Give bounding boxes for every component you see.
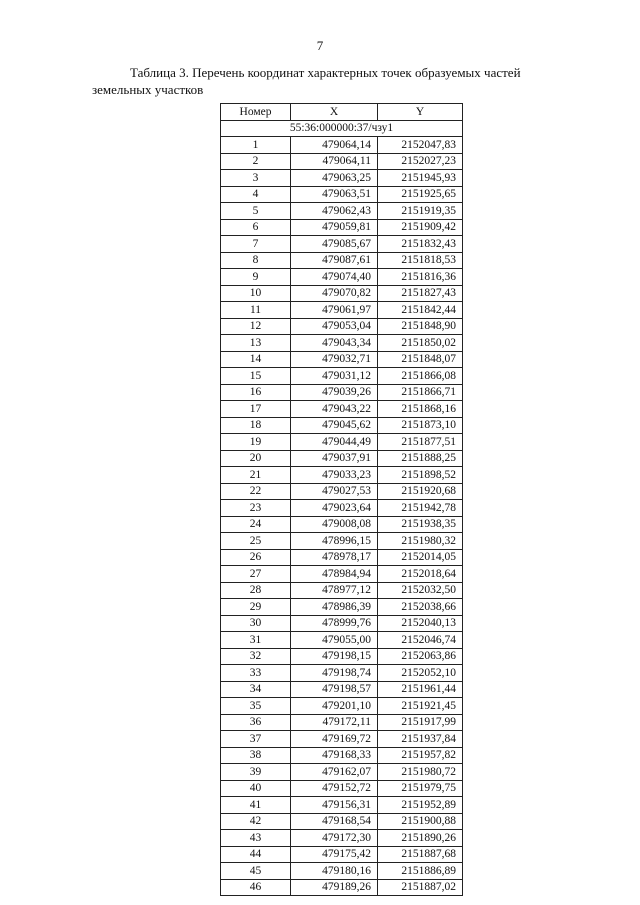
page-number: 7 bbox=[316, 38, 324, 53]
caption-line-2: земельных участков bbox=[92, 82, 204, 97]
table-row bbox=[221, 483, 463, 500]
y-coordinate-cell: 2152040,13 bbox=[378, 615, 463, 632]
point-number-cell: 1 bbox=[221, 137, 291, 154]
y-coordinate-cell: 2151898,52 bbox=[378, 467, 463, 484]
x-coordinate-cell: 479043,22 bbox=[291, 401, 378, 418]
x-coordinate-cell: 479168,33 bbox=[291, 747, 378, 764]
x-coordinate-cell: 479152,72 bbox=[291, 780, 378, 797]
x-coordinate-cell: 479189,26 bbox=[291, 879, 378, 896]
y-coordinate-cell: 2151900,88 bbox=[378, 813, 463, 830]
x-coordinate-cell: 479043,34 bbox=[291, 335, 378, 352]
point-number-cell: 9 bbox=[221, 269, 291, 286]
x-coordinate-cell: 479062,43 bbox=[291, 203, 378, 220]
table-row bbox=[221, 533, 463, 550]
y-coordinate-cell: 2151921,45 bbox=[378, 698, 463, 715]
x-coordinate-cell: 479162,07 bbox=[291, 764, 378, 781]
point-number-cell: 43 bbox=[221, 830, 291, 847]
y-coordinate-cell: 2151925,65 bbox=[378, 186, 463, 203]
table-row bbox=[221, 219, 463, 236]
y-coordinate-cell: 2151873,10 bbox=[378, 417, 463, 434]
y-coordinate-cell: 2151961,44 bbox=[378, 681, 463, 698]
x-coordinate-cell: 479198,57 bbox=[291, 681, 378, 698]
y-coordinate-cell: 2151832,43 bbox=[378, 236, 463, 253]
group-row bbox=[221, 120, 463, 137]
y-coordinate-cell: 2151816,36 bbox=[378, 269, 463, 286]
point-number-cell: 22 bbox=[221, 483, 291, 500]
table-row bbox=[221, 830, 463, 847]
x-coordinate-cell: 479064,14 bbox=[291, 137, 378, 154]
point-number-cell: 21 bbox=[221, 467, 291, 484]
table-caption bbox=[92, 64, 602, 98]
y-coordinate-cell: 2151909,42 bbox=[378, 219, 463, 236]
table-row bbox=[221, 236, 463, 253]
table-row bbox=[221, 318, 463, 335]
y-coordinate-cell: 2152063,86 bbox=[378, 648, 463, 665]
table-row bbox=[221, 632, 463, 649]
y-coordinate-cell: 2151945,93 bbox=[378, 170, 463, 187]
table-row bbox=[221, 665, 463, 682]
table-row bbox=[221, 401, 463, 418]
table-row bbox=[221, 384, 463, 401]
y-coordinate-cell: 2151850,02 bbox=[378, 335, 463, 352]
y-coordinate-cell: 2151980,32 bbox=[378, 533, 463, 550]
point-number-cell: 42 bbox=[221, 813, 291, 830]
x-coordinate-cell: 478999,76 bbox=[291, 615, 378, 632]
y-coordinate-cell: 2151842,44 bbox=[378, 302, 463, 319]
x-coordinate-cell: 479008,08 bbox=[291, 516, 378, 533]
table-row bbox=[221, 285, 463, 302]
table-row bbox=[221, 780, 463, 797]
x-coordinate-cell: 478996,15 bbox=[291, 533, 378, 550]
table-row bbox=[221, 137, 463, 154]
point-number-cell: 38 bbox=[221, 747, 291, 764]
x-coordinate-cell: 479156,31 bbox=[291, 797, 378, 814]
x-coordinate-cell: 479175,42 bbox=[291, 846, 378, 863]
point-number-cell: 3 bbox=[221, 170, 291, 187]
y-coordinate-cell: 2151887,02 bbox=[378, 879, 463, 896]
x-coordinate-cell: 479180,16 bbox=[291, 863, 378, 880]
table-row bbox=[221, 153, 463, 170]
table-row bbox=[221, 500, 463, 517]
x-coordinate-cell: 479044,49 bbox=[291, 434, 378, 451]
x-coordinate-cell: 478984,94 bbox=[291, 566, 378, 583]
table-row bbox=[221, 764, 463, 781]
x-coordinate-cell: 479198,74 bbox=[291, 665, 378, 682]
table-row bbox=[221, 648, 463, 665]
x-coordinate-cell: 478978,17 bbox=[291, 549, 378, 566]
y-coordinate-cell: 2151887,68 bbox=[378, 846, 463, 863]
point-number-cell: 35 bbox=[221, 698, 291, 715]
table-row bbox=[221, 582, 463, 599]
table-row bbox=[221, 269, 463, 286]
point-number-cell: 34 bbox=[221, 681, 291, 698]
point-number-cell: 28 bbox=[221, 582, 291, 599]
x-coordinate-cell: 479061,97 bbox=[291, 302, 378, 319]
table-row bbox=[221, 813, 463, 830]
x-coordinate-cell: 479169,72 bbox=[291, 731, 378, 748]
x-coordinate-cell: 479074,40 bbox=[291, 269, 378, 286]
y-coordinate-cell: 2151890,26 bbox=[378, 830, 463, 847]
point-number-cell: 4 bbox=[221, 186, 291, 203]
x-coordinate-cell: 479023,64 bbox=[291, 500, 378, 517]
point-number-cell: 31 bbox=[221, 632, 291, 649]
point-number-cell: 37 bbox=[221, 731, 291, 748]
table-row bbox=[221, 863, 463, 880]
point-number-cell: 10 bbox=[221, 285, 291, 302]
point-number-cell: 24 bbox=[221, 516, 291, 533]
table-row bbox=[221, 335, 463, 352]
x-coordinate-cell: 479201,10 bbox=[291, 698, 378, 715]
x-coordinate-cell: 479085,67 bbox=[291, 236, 378, 253]
point-number-cell: 12 bbox=[221, 318, 291, 335]
x-coordinate-cell: 479168,54 bbox=[291, 813, 378, 830]
coordinates-table bbox=[220, 103, 463, 896]
y-coordinate-cell: 2152047,83 bbox=[378, 137, 463, 154]
table-row bbox=[221, 747, 463, 764]
point-number-cell: 44 bbox=[221, 846, 291, 863]
x-coordinate-cell: 479064,11 bbox=[291, 153, 378, 170]
y-coordinate-cell: 2151848,07 bbox=[378, 351, 463, 368]
y-coordinate-cell: 2151920,68 bbox=[378, 483, 463, 500]
x-coordinate-cell: 479059,81 bbox=[291, 219, 378, 236]
table-row bbox=[221, 731, 463, 748]
x-coordinate-cell: 479039,26 bbox=[291, 384, 378, 401]
x-coordinate-cell: 479063,25 bbox=[291, 170, 378, 187]
point-number-cell: 6 bbox=[221, 219, 291, 236]
table-row bbox=[221, 549, 463, 566]
point-number-cell: 39 bbox=[221, 764, 291, 781]
x-coordinate-cell: 479031,12 bbox=[291, 368, 378, 385]
x-coordinate-cell: 479032,71 bbox=[291, 351, 378, 368]
y-coordinate-cell: 2151957,82 bbox=[378, 747, 463, 764]
y-coordinate-cell: 2152046,74 bbox=[378, 632, 463, 649]
point-number-cell: 8 bbox=[221, 252, 291, 269]
table-row bbox=[221, 203, 463, 220]
table-row bbox=[221, 698, 463, 715]
point-number-cell: 26 bbox=[221, 549, 291, 566]
y-coordinate-cell: 2151919,35 bbox=[378, 203, 463, 220]
table-row bbox=[221, 170, 463, 187]
y-coordinate-cell: 2151818,53 bbox=[378, 252, 463, 269]
point-number-cell: 23 bbox=[221, 500, 291, 517]
y-coordinate-cell: 2152052,10 bbox=[378, 665, 463, 682]
table-row bbox=[221, 467, 463, 484]
y-coordinate-cell: 2151942,78 bbox=[378, 500, 463, 517]
y-coordinate-cell: 2152014,05 bbox=[378, 549, 463, 566]
point-number-cell: 7 bbox=[221, 236, 291, 253]
x-coordinate-cell: 479053,04 bbox=[291, 318, 378, 335]
y-coordinate-cell: 2151938,35 bbox=[378, 516, 463, 533]
point-number-cell: 41 bbox=[221, 797, 291, 814]
y-coordinate-cell: 2151980,72 bbox=[378, 764, 463, 781]
table-row bbox=[221, 186, 463, 203]
x-coordinate-cell: 479055,00 bbox=[291, 632, 378, 649]
table-row bbox=[221, 599, 463, 616]
y-coordinate-cell: 2151848,90 bbox=[378, 318, 463, 335]
y-coordinate-cell: 2151937,84 bbox=[378, 731, 463, 748]
x-coordinate-cell: 479033,23 bbox=[291, 467, 378, 484]
table-row bbox=[221, 714, 463, 731]
point-number-cell: 14 bbox=[221, 351, 291, 368]
group-label: 55:36:000000:37/чзу1 bbox=[221, 120, 463, 137]
y-coordinate-cell: 2151979,75 bbox=[378, 780, 463, 797]
point-number-cell: 32 bbox=[221, 648, 291, 665]
header-x: X bbox=[291, 104, 378, 121]
y-coordinate-cell: 2152018,64 bbox=[378, 566, 463, 583]
y-coordinate-cell: 2151888,25 bbox=[378, 450, 463, 467]
x-coordinate-cell: 479172,30 bbox=[291, 830, 378, 847]
table-row bbox=[221, 846, 463, 863]
point-number-cell: 13 bbox=[221, 335, 291, 352]
y-coordinate-cell: 2151886,89 bbox=[378, 863, 463, 880]
header-y: Y bbox=[378, 104, 463, 121]
x-coordinate-cell: 479172,11 bbox=[291, 714, 378, 731]
table-row bbox=[221, 450, 463, 467]
point-number-cell: 29 bbox=[221, 599, 291, 616]
point-number-cell: 27 bbox=[221, 566, 291, 583]
caption-line-1: Таблица 3. Перечень координат характерных точек образуемых частей bbox=[130, 65, 521, 80]
point-number-cell: 17 bbox=[221, 401, 291, 418]
point-number-cell: 33 bbox=[221, 665, 291, 682]
point-number-cell: 46 bbox=[221, 879, 291, 896]
y-coordinate-cell: 2151866,08 bbox=[378, 368, 463, 385]
table-row bbox=[221, 681, 463, 698]
x-coordinate-cell: 479045,62 bbox=[291, 417, 378, 434]
y-coordinate-cell: 2151877,51 bbox=[378, 434, 463, 451]
point-number-cell: 2 bbox=[221, 153, 291, 170]
table-row bbox=[221, 351, 463, 368]
point-number-cell: 36 bbox=[221, 714, 291, 731]
table-row bbox=[221, 879, 463, 896]
y-coordinate-cell: 2151917,99 bbox=[378, 714, 463, 731]
table-row bbox=[221, 417, 463, 434]
table-row bbox=[221, 797, 463, 814]
x-coordinate-cell: 479037,91 bbox=[291, 450, 378, 467]
y-coordinate-cell: 2152027,23 bbox=[378, 153, 463, 170]
point-number-cell: 19 bbox=[221, 434, 291, 451]
point-number-cell: 30 bbox=[221, 615, 291, 632]
x-coordinate-cell: 479087,61 bbox=[291, 252, 378, 269]
point-number-cell: 40 bbox=[221, 780, 291, 797]
point-number-cell: 18 bbox=[221, 417, 291, 434]
table-row bbox=[221, 302, 463, 319]
point-number-cell: 25 bbox=[221, 533, 291, 550]
table-header-row bbox=[221, 104, 463, 121]
table-row bbox=[221, 615, 463, 632]
table-row bbox=[221, 252, 463, 269]
x-coordinate-cell: 479027,53 bbox=[291, 483, 378, 500]
point-number-cell: 20 bbox=[221, 450, 291, 467]
y-coordinate-cell: 2152038,66 bbox=[378, 599, 463, 616]
x-coordinate-cell: 479063,51 bbox=[291, 186, 378, 203]
x-coordinate-cell: 479070,82 bbox=[291, 285, 378, 302]
y-coordinate-cell: 2151827,43 bbox=[378, 285, 463, 302]
table-row bbox=[221, 434, 463, 451]
table-row bbox=[221, 516, 463, 533]
y-coordinate-cell: 2152032,50 bbox=[378, 582, 463, 599]
y-coordinate-cell: 2151866,71 bbox=[378, 384, 463, 401]
point-number-cell: 16 bbox=[221, 384, 291, 401]
point-number-cell: 15 bbox=[221, 368, 291, 385]
table-row bbox=[221, 368, 463, 385]
point-number-cell: 5 bbox=[221, 203, 291, 220]
y-coordinate-cell: 2151868,16 bbox=[378, 401, 463, 418]
x-coordinate-cell: 479198,15 bbox=[291, 648, 378, 665]
header-number: Номер bbox=[221, 104, 291, 121]
x-coordinate-cell: 478977,12 bbox=[291, 582, 378, 599]
table-row bbox=[221, 566, 463, 583]
x-coordinate-cell: 478986,39 bbox=[291, 599, 378, 616]
point-number-cell: 11 bbox=[221, 302, 291, 319]
point-number-cell: 45 bbox=[221, 863, 291, 880]
y-coordinate-cell: 2151952,89 bbox=[378, 797, 463, 814]
